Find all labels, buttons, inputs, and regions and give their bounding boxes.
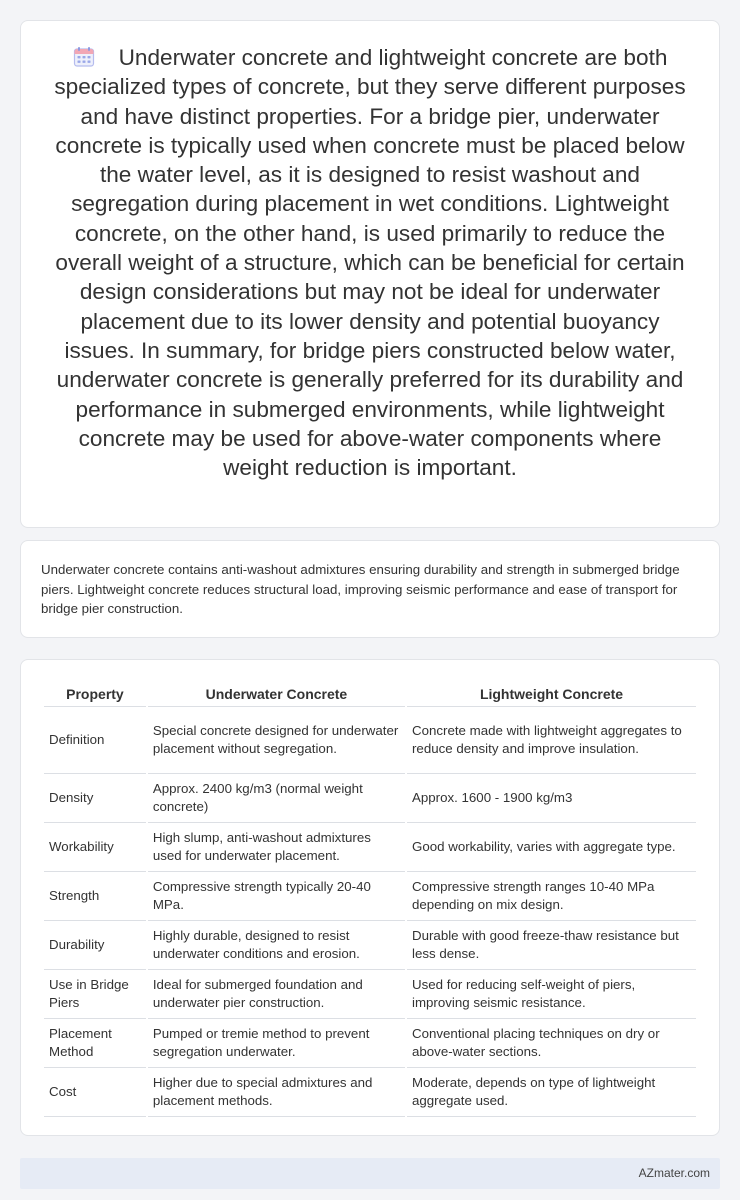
underwater-cell: Pumped or tremie method to prevent segregation underwater. (148, 1019, 405, 1068)
footer-brand-link[interactable]: AZmater.com (638, 1166, 710, 1180)
summary-card (20, 540, 720, 638)
header-underwater-concrete: Underwater Concrete (148, 678, 405, 707)
header-lightweight-concrete: Lightweight Concrete (407, 678, 696, 707)
lightweight-cell: Moderate, depends on type of lightweight aggregate used. (407, 1068, 696, 1117)
summary-paragraph: Underwater concrete contains anti-washout admixtures ensuring durability and strength in submerged bridge piers. Lightweight concrete reduces structural load, improving seismic performance and ease of transport for bridge pier construction. (41, 562, 680, 616)
row-label: Cost (44, 1068, 146, 1117)
table-row (44, 774, 696, 823)
lightweight-cell: Durable with good freeze-thaw resistance but less dense. (407, 921, 696, 970)
footer-bar (20, 1158, 720, 1189)
underwater-cell: Highly durable, designed to resist underwater conditions and erosion. (148, 921, 405, 970)
underwater-cell: Special concrete designed for underwater placement without segregation. (148, 707, 405, 774)
lightweight-cell: Compressive strength ranges 10-40 MPa depending on mix design. (407, 872, 696, 921)
table-row (44, 1019, 696, 1068)
lightweight-cell: Approx. 1600 - 1900 kg/m3 (407, 774, 696, 823)
intro-paragraph (45, 43, 695, 482)
comparison-table (42, 678, 698, 1117)
table-row (44, 823, 696, 872)
underwater-cell: Compressive strength typically 20-40 MPa. (148, 872, 405, 921)
row-label: Durability (44, 921, 146, 970)
intro-card (20, 20, 720, 528)
row-label: Definition (44, 707, 146, 774)
lightweight-cell: Used for reducing self-weight of piers, improving seismic resistance. (407, 970, 696, 1019)
table-row (44, 872, 696, 921)
row-label: Strength (44, 872, 146, 921)
underwater-cell: Ideal for submerged foundation and underwater pier construction. (148, 970, 405, 1019)
table-row (44, 921, 696, 970)
row-label: Placement Method (44, 1019, 146, 1068)
table-row (44, 707, 696, 774)
intro-text: Underwater concrete and lightweight concrete are both specialized types of concrete, but they serve different purposes and have distinct properties. For a bridge pier, underwater concrete is typically used when concrete must be placed below the water level, as it is designed to resist washout and segregation during placement in wet conditions. Lightweight concrete, on the other hand, is used primarily to reduce the overall weight of a structure, which can be beneficial for certain design considerations but may not be ideal for underwater placement due to its lower density and potential buoyancy issues. In summary, for bridge piers constructed below water, underwater concrete is generally preferred for its durability and performance in submerged environments, while lightweight concrete may be used for above-water components where weight reduction is important. (54, 45, 686, 481)
underwater-cell: Higher due to special admixtures and placement methods. (148, 1068, 405, 1117)
comparison-card (20, 659, 720, 1136)
lightweight-cell: Good workability, varies with aggregate type. (407, 823, 696, 872)
row-label: Density (44, 774, 146, 823)
table-header-row (44, 678, 696, 707)
underwater-cell: Approx. 2400 kg/m3 (normal weight concrete) (148, 774, 405, 823)
underwater-cell: High slump, anti-washout admixtures used for underwater placement. (148, 823, 405, 872)
lightweight-cell: Conventional placing techniques on dry or above-water sections. (407, 1019, 696, 1068)
lightweight-cell: Concrete made with lightweight aggregates to reduce density and improve insulation. (407, 707, 696, 774)
table-row (44, 970, 696, 1019)
row-label: Use in Bridge Piers (44, 970, 146, 1019)
header-property: Property (44, 678, 146, 707)
row-label: Workability (44, 823, 146, 872)
table-row (44, 1068, 696, 1117)
calendar-icon (73, 46, 95, 68)
